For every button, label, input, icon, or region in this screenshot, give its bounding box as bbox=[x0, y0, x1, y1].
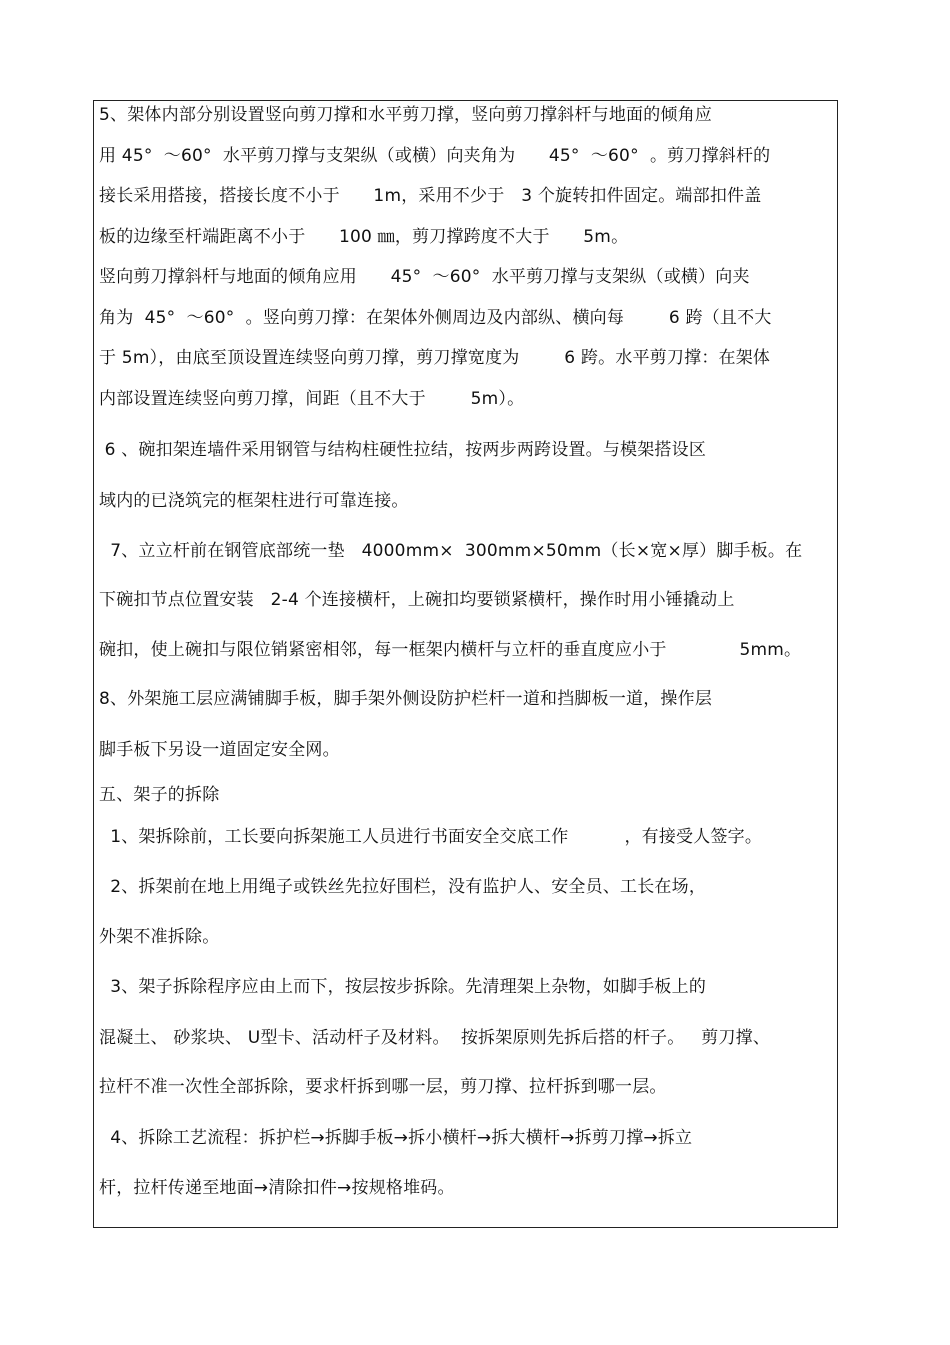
text-line: 5、架体内部分别设置竖向剪刀撑和水平剪刀撑，竖向剪刀撑斜杆与地面的倾角应 bbox=[99, 105, 713, 125]
text-line: 用 45° ～60° 水平剪刀撑与支架纵（或横）向夹角为 45° ～60° 。剪刀撑斜杆的 bbox=[99, 146, 771, 166]
text-line: 接长采用搭接，搭接长度不小于 1m，采用不少于 3 个旋转扣件固定。端部扣件盖 bbox=[99, 186, 762, 206]
text-line: 碗扣，使上碗扣与限位销紧密相邻，每一框架内横杆与立杆的垂直度应小于 5mm。 bbox=[99, 640, 802, 660]
text-line: 板的边缘至杆端距离不小于 100 ㎜，剪刀撑跨度不大于 5m。 bbox=[99, 227, 629, 247]
text-line: 3、架子拆除程序应由上而下，按层按步拆除。先清理架上杂物，如脚手板上的 bbox=[99, 977, 707, 997]
text-line: 杆，拉杆传递至地面→清除扣件→按规格堆码。 bbox=[99, 1178, 455, 1198]
text-line: 混凝土、 砂浆块、 U型卡、活动杆子及材料。 按拆架原则先拆后搭的杆子。 剪刀撑、 bbox=[99, 1028, 771, 1048]
text-line: 域内的已浇筑完的框架柱进行可靠连接。 bbox=[99, 491, 409, 511]
text-line: 拉杆不准一次性全部拆除，要求杆拆到哪一层，剪刀撑、拉杆拆到哪一层。 bbox=[99, 1077, 667, 1097]
text-line: 下碗扣节点位置安装 2-4 个连接横杆，上碗扣均要锁紧横杆，操作时用小锤撬动上 bbox=[99, 590, 735, 610]
text-line: 2、拆架前在地上用绳子或铁丝先拉好围栏，没有监护人、安全员、工长在场， bbox=[99, 877, 707, 897]
text-line: 6 、碗扣架连墙件采用钢管与结构柱硬性拉结，按两步两跨设置。与模架搭设区 bbox=[99, 440, 707, 460]
text-line: 外架不准拆除。 bbox=[99, 927, 220, 947]
text-line: 脚手板下另设一道固定安全网。 bbox=[99, 740, 340, 760]
text-line: 1、架拆除前，工长要向拆架施工人员进行书面安全交底工作 ，有接受人签字。 bbox=[99, 827, 763, 847]
text-line: 内部设置连续竖向剪刀撑，间距（且不大于 5m）。 bbox=[99, 389, 525, 409]
text-line: 于 5m），由底至顶设置连续竖向剪刀撑，剪刀撑宽度为 6 跨。水平剪刀撑：在架体 bbox=[99, 348, 771, 368]
text-line: 竖向剪刀撑斜杆与地面的倾角应用 45° ～60° 水平剪刀撑与支架纵（或横）向夹 bbox=[99, 267, 750, 287]
text-line: 4、拆除工艺流程：拆护栏→拆脚手板→拆小横杆→拆大横杆→拆剪刀撑→拆立 bbox=[99, 1128, 693, 1148]
text-line: 8、外架施工层应满铺脚手板，脚手架外侧设防护栏杆一道和挡脚板一道，操作层 bbox=[99, 689, 713, 709]
section-heading: 五、架子的拆除 bbox=[99, 785, 220, 805]
text-line: 角为 45° ～60° 。竖向剪刀撑：在架体外侧周边及内部纵、横向每 6 跨（且不大 bbox=[99, 308, 772, 328]
text-line: 7、立立杆前在钢管底部统一垫 4000mm× 300mm×50mm（长×宽×厚）脚手板。在 bbox=[99, 541, 803, 561]
